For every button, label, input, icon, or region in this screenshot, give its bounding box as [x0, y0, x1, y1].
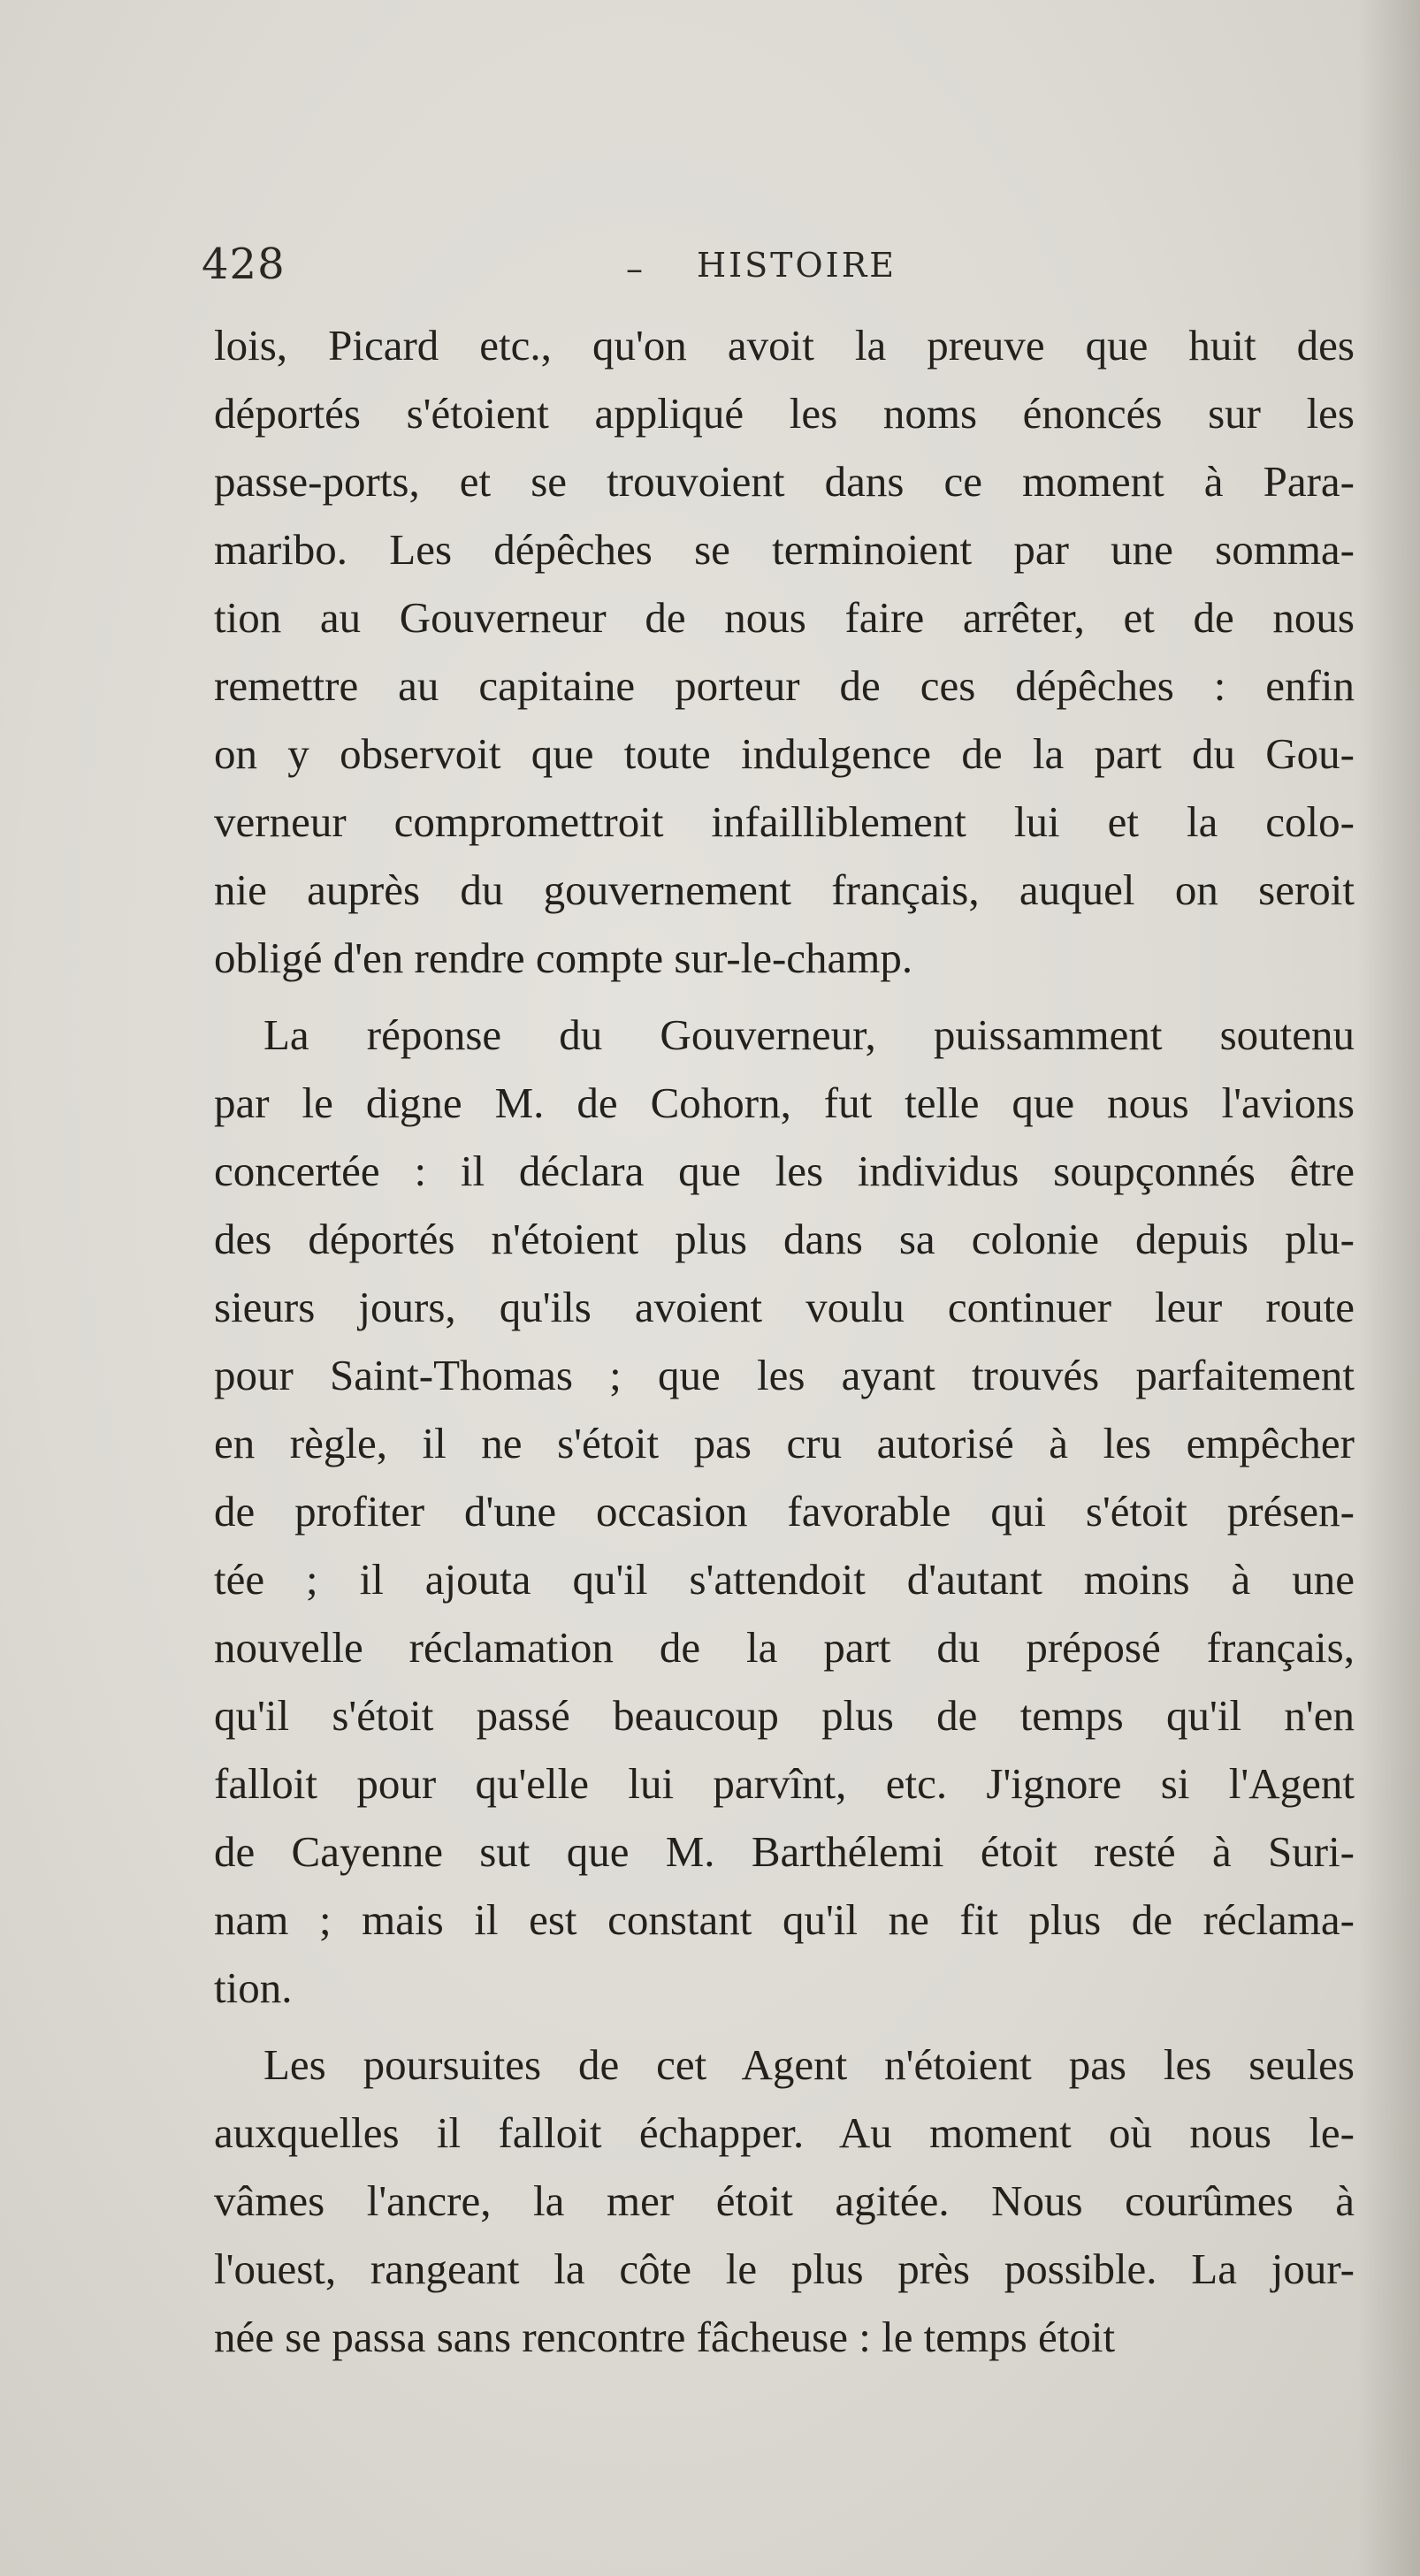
text-line: Les poursuites de cet Agent n'étoient pas les seules [263, 2040, 1355, 2089]
text-line: de Cayenne sut que M. Barthélemi étoit resté à Suri- [214, 1827, 1355, 1876]
text-line: sieurs jours, qu'ils avoient voulu continuer leur route [214, 1283, 1355, 1331]
text-line: La réponse du Gouverneur, puissamment soutenu [263, 1010, 1355, 1059]
text-line: en règle, il ne s'étoit pas cru autorisé à les empêcher [214, 1419, 1355, 1467]
text-line: auxquelles il falloit échapper. Au moment où nous le- [214, 2108, 1355, 2157]
text-line: tée ; il ajouta qu'il s'attendoit d'autant moins à une [214, 1555, 1355, 1604]
text-line: nam ; mais il est constant qu'il ne fit plus de réclama- [214, 1895, 1355, 1944]
text-line: maribo. Les dépêches se terminoient par une somma- [214, 525, 1355, 574]
text-line: passe-ports, et se trouvoient dans ce moment à Para- [214, 457, 1355, 506]
text-line: tion. [214, 1963, 293, 2012]
paragraph [214, 1001, 1355, 2022]
body-text [214, 311, 1355, 2371]
text-line: déportés s'étoient appliqué les noms énoncés sur les [214, 389, 1355, 438]
paragraph-gap [214, 2022, 1355, 2031]
text-line: par le digne M. de Cohorn, fut telle que nous l'avions [214, 1078, 1355, 1127]
text-line: tion au Gouverneur de nous faire arrêter, et de nous [214, 593, 1355, 642]
text-line: nie auprès du gouvernement français, auquel on seroit [214, 865, 1355, 914]
text-line: pour Saint-Thomas ; que les ayant trouvés parfaitement [214, 1351, 1355, 1399]
text-line: de profiter d'une occasion favorable qui s'étoit présen- [214, 1487, 1355, 1536]
text-line: qu'il s'étoit passé beaucoup plus de temps qu'il n'en [214, 1691, 1355, 1740]
paragraph [214, 2031, 1355, 2371]
text-line: lois, Picard etc., qu'on avoit la preuve que huit des [214, 321, 1355, 370]
text-line: nouvelle réclamation de la part du préposé français, [214, 1623, 1355, 1672]
page-number: 428 [202, 240, 286, 289]
text-line: concertée : il déclara que les individus soupçonnés être [214, 1147, 1355, 1195]
text-line: vâmes l'ancre, la mer étoit agitée. Nous courûmes à [214, 2176, 1355, 2225]
text-line: remettre au capitaine porteur de ces dépêches : enfin [214, 661, 1355, 710]
text-line: verneur compromettroit infailliblement lui et la colo- [214, 797, 1355, 846]
text-line: on y observoit que toute indulgence de la part du Gou- [214, 729, 1355, 778]
paragraph [214, 311, 1355, 992]
text-line: née se passa sans rencontre fâcheuse : le temps étoit [214, 2313, 1116, 2361]
header-dash: – [626, 249, 643, 288]
running-header [202, 237, 1351, 292]
running-title: HISTOIRE [697, 246, 897, 285]
gutter-shadow [1358, 0, 1420, 2576]
paragraph-gap [214, 992, 1355, 1001]
text-line: obligé d'en rendre compte sur-le-champ. [214, 934, 913, 982]
text-line: falloit pour qu'elle lui parvînt, etc. J'ignore si l'Agent [214, 1759, 1355, 1808]
text-line: des déportés n'étoient plus dans sa colonie depuis plu- [214, 1215, 1355, 1263]
text-line: l'ouest, rangeant la côte le plus près possible. La jour- [214, 2244, 1355, 2293]
